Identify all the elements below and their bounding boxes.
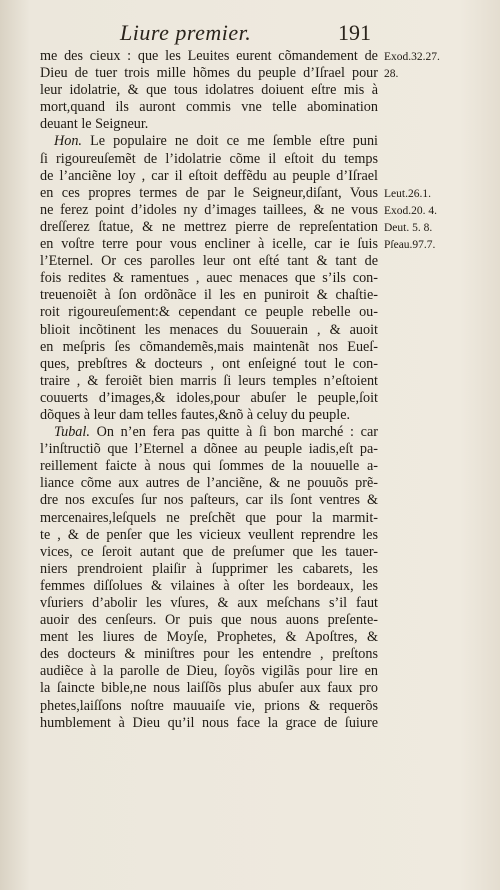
text-line: femmes diſſolues & vilaines à oſter les bordeaux, les bbox=[40, 577, 378, 594]
text-line: liance cõme aux autres de l’anciẽne, & ne pouuõs prẽ- bbox=[40, 475, 378, 492]
text-line: me des cieux : que les Leuites eurent cõmandement de bbox=[40, 48, 378, 64]
text-line: roit rigoureuſement:& cependant ce peuple rebelle ou- bbox=[40, 304, 378, 321]
running-head: Liure premier. bbox=[120, 20, 252, 45]
body-text bbox=[40, 48, 378, 732]
text-line: traire , & feroiẽt bien marris ſi leurs temples n’eſtoient bbox=[40, 372, 378, 389]
text-line: dre nos excuſes ſur nos paſteurs, car ils ſont ventres & bbox=[40, 492, 378, 509]
page-header bbox=[0, 18, 500, 48]
margin-note: Exod.32.27. bbox=[384, 51, 440, 63]
text-line: dõques à leur dam telles fautes,&nõ à celuy du peuple. bbox=[40, 406, 351, 423]
text-line: mercenaires,leſquels ne preſchẽt que pour la marmit- bbox=[40, 509, 378, 526]
text-line: auoir des cenſeurs. Or puis que nous auons preſente- bbox=[40, 612, 378, 629]
margin-note: Exod.20. 4. bbox=[384, 204, 438, 217]
text-line: ques, prebſtres & docteurs , ont enſeigné tout le con- bbox=[40, 355, 378, 372]
text-line: en ces propres termes de par le Seigneur,diſant, Vous bbox=[40, 184, 378, 201]
margin-note: Pſeau.97.7. bbox=[384, 239, 436, 252]
text-line: audiẽce à la parolle de Dieu, ſoyõs vigilãs pour lire en bbox=[40, 663, 378, 680]
text-line: couuerts d’images,& idoles,pour abuſer le peuple,ſoit bbox=[40, 389, 378, 406]
speaker-name: Hon. bbox=[54, 133, 82, 150]
text-line: humblement à Dieu qu’il nous face la grace de ſuiure bbox=[40, 714, 378, 731]
line-text: Le populaire ne doit ce me ſemble eſtre puni bbox=[81, 133, 378, 150]
page-number: 191 bbox=[338, 20, 371, 45]
text-line: l’inſtructiõ que l’Eternel a dõnee au peuple iadis,eſt pa- bbox=[40, 441, 378, 458]
margin-note: 28. bbox=[384, 68, 399, 81]
text-line bbox=[40, 424, 378, 441]
text-line: phetes,laiſſons noſtre mauuaiſe vie, prions & requerõs bbox=[40, 697, 378, 714]
text-line: en meſpris ſes cõmandemẽs,mais maintenãt nos Eueſ- bbox=[40, 338, 378, 355]
text-line: dreſſerez ſtatue, & ne mettrez pierre de repreſentation bbox=[40, 218, 378, 235]
margin-note: Leut.26.1. bbox=[384, 187, 431, 200]
margin-note: Deut. 5. 8. bbox=[384, 222, 433, 234]
text-line: des docteurs & miniſtres pour les entendre , preſtons bbox=[40, 646, 378, 663]
text-line: leur idolatrie, & que tous idolatres doiuent eſtre mis à bbox=[40, 82, 378, 99]
text-line: fois redites & ramentues , auec menaces que s’ils con- bbox=[40, 270, 378, 287]
text-line: la ſaincte bible,ne nous laiſſõs plus abuſer aux faux pro bbox=[40, 680, 378, 697]
text-line: en voſtre terre pour vous encliner à icelle, car ie ſuis bbox=[40, 236, 378, 253]
text-line: deuant le Seigneur. bbox=[40, 116, 149, 133]
text-line bbox=[40, 133, 378, 150]
speaker-name: Tubal. bbox=[54, 424, 90, 441]
text-line: blioit incõtinent les menaces du Souuerain , & auoit bbox=[40, 321, 378, 338]
text-line: te , & de penſer que les vicieux veullent reprendre les bbox=[40, 526, 378, 543]
text-line: ſi rigoureuſemẽt de l’idolatrie cõme il eſtoit du temps bbox=[40, 150, 378, 167]
line-text: On n’en fera pas quitte à ſi bon marché : car bbox=[89, 424, 378, 441]
text-line: ne ferez point d’idoles ny d’images taillees, & ne vous bbox=[40, 201, 378, 218]
text-line: vſuriers d’abolir les vſures, & aux meſchans s’il faut bbox=[40, 595, 378, 611]
text-line: mort,quand ils auront commis vne telle abomination bbox=[40, 99, 378, 116]
text-line: treuenoiẽt à ſon ordõnãce il les en puniroit & chaſtie- bbox=[40, 287, 378, 304]
text-line: l’Eternel. Or ces parolles leur ont eſté tant & tant de bbox=[40, 253, 378, 270]
text-line: Dieu de tuer trois mille hõmes du peuple d’Iſrael pour bbox=[40, 65, 378, 82]
text-line: niers prendroient plaiſir à ſupprimer les cabarets, les bbox=[40, 560, 378, 577]
text-line: de l’anciẽne loy , car il eſtoit deffẽdu au peuple d’Iſrael bbox=[40, 167, 378, 184]
text-line: vices, ce ſeroit autant que de preſumer que les tauer- bbox=[40, 543, 378, 560]
text-line: ment les liures de Moyſe, Prophetes, & Apoſtres, & bbox=[40, 629, 378, 646]
text-line: reillement faicte à nous qui ſommes de la nouuelle a- bbox=[40, 458, 378, 475]
